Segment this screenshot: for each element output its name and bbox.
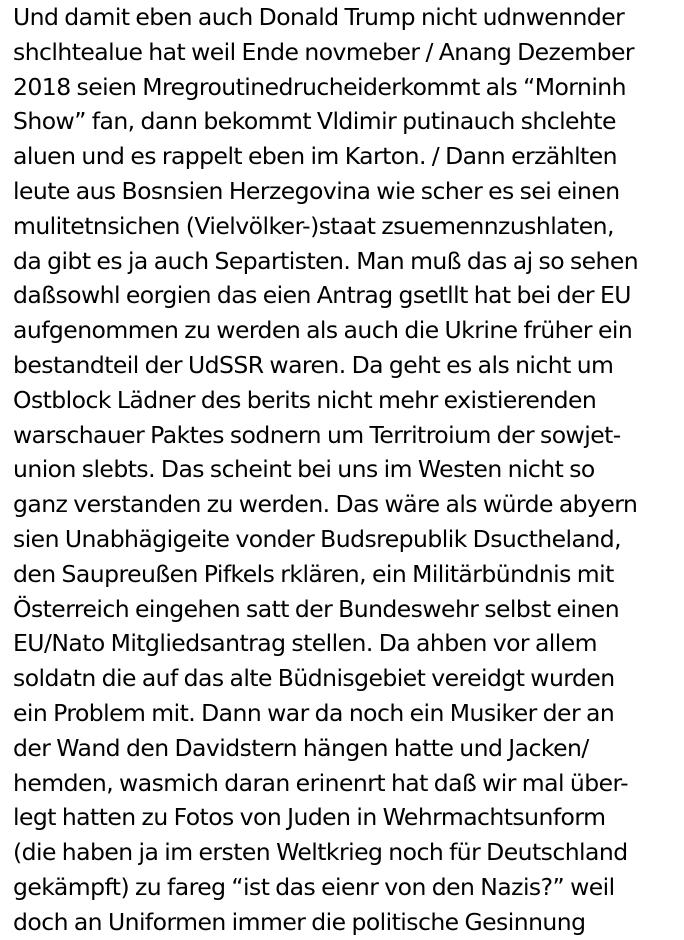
text-line-15: ganz verstanden zu werden. Das wäre als würde abyern [13, 490, 638, 519]
text-line-4: Show” fan, dann bekommt Vldimir putinauch shclehte [13, 107, 616, 136]
body-text [13, 0, 678, 940]
text-line-5: aluen und es rappelt eben im Karton. / Dann erzählten [13, 142, 617, 171]
text-line-11: bestandteil der UdSSR waren. Da geht es als nicht um [13, 350, 614, 379]
text-line-17: den Saupreußen Pifkels rklären, ein Militärbündnis mit [13, 559, 614, 588]
text-line-24: legt hatten zu Fotos von Juden in Wehrmachtsunform [13, 803, 606, 832]
text-line-23: hemden, wasmich daran erinenrt hat daß wir mal über- [13, 768, 629, 797]
text-line-26: gekämpft) zu fareg “ist das eienr von den Nazis?” weil [13, 872, 615, 901]
text-line-21: ein Problem mit. Dann war da noch ein Musiker der an [13, 698, 615, 727]
text-line-20: soldatn die auf das alte Büdnisgebiet vereidgt wurden [13, 664, 615, 693]
text-line-18: Österreich eingehen satt der Bundeswehr selbst einen [13, 594, 620, 623]
text-line-8: da gibt es ja auch Separtisten. Man muß das aj so sehen [13, 246, 639, 275]
text-line-6: leute aus Bosnsien Herzegovina wie scher es sei einen [13, 176, 620, 205]
text-line-1: Und damit eben auch Donald Trump nicht udnwennder [13, 3, 625, 31]
text-line-12: Ostblock Lädner des berits nicht mehr existierenden [13, 385, 597, 414]
text-line-2: shclhtealue hat weil Ende novmeber / Anang Dezember [13, 37, 634, 66]
text-line-9: daßsowhl eorgien das eien Antrag gsetllt hat bei der EU [13, 281, 631, 310]
text-line-7: mulitetnsichen (Vielvölker-)staat zsuemennzushlaten, [13, 211, 614, 240]
text-line-10: aufgenommen zu werden als auch die Ukrine früher ein [13, 316, 633, 345]
text-line-13: warschauer Paktes sodnern um Territroium der sowjet- [13, 420, 621, 449]
text-line-22: der Wand den Davidstern hängen hatte und Jacken/ [13, 733, 589, 762]
text-line-19: EU/Nato Mitgliedsantrag stellen. Da ahben vor allem [13, 629, 598, 658]
text-line-3: 2018 seien Mregroutinedrucheiderkommt als “Morninh [13, 72, 626, 101]
text-line-14: union slebts. Das scheint bei uns im Westen nicht so [13, 455, 595, 484]
text-line-16: sien Unabhägigeite vonder Budsrepublik Dsuctheland, [13, 524, 622, 553]
text-line-27: doch an Uniformen immer die politische Gesinnung [13, 907, 586, 936]
text-line-25: (die haben ja im ersten Weltkrieg noch für Deutschland [13, 838, 628, 867]
